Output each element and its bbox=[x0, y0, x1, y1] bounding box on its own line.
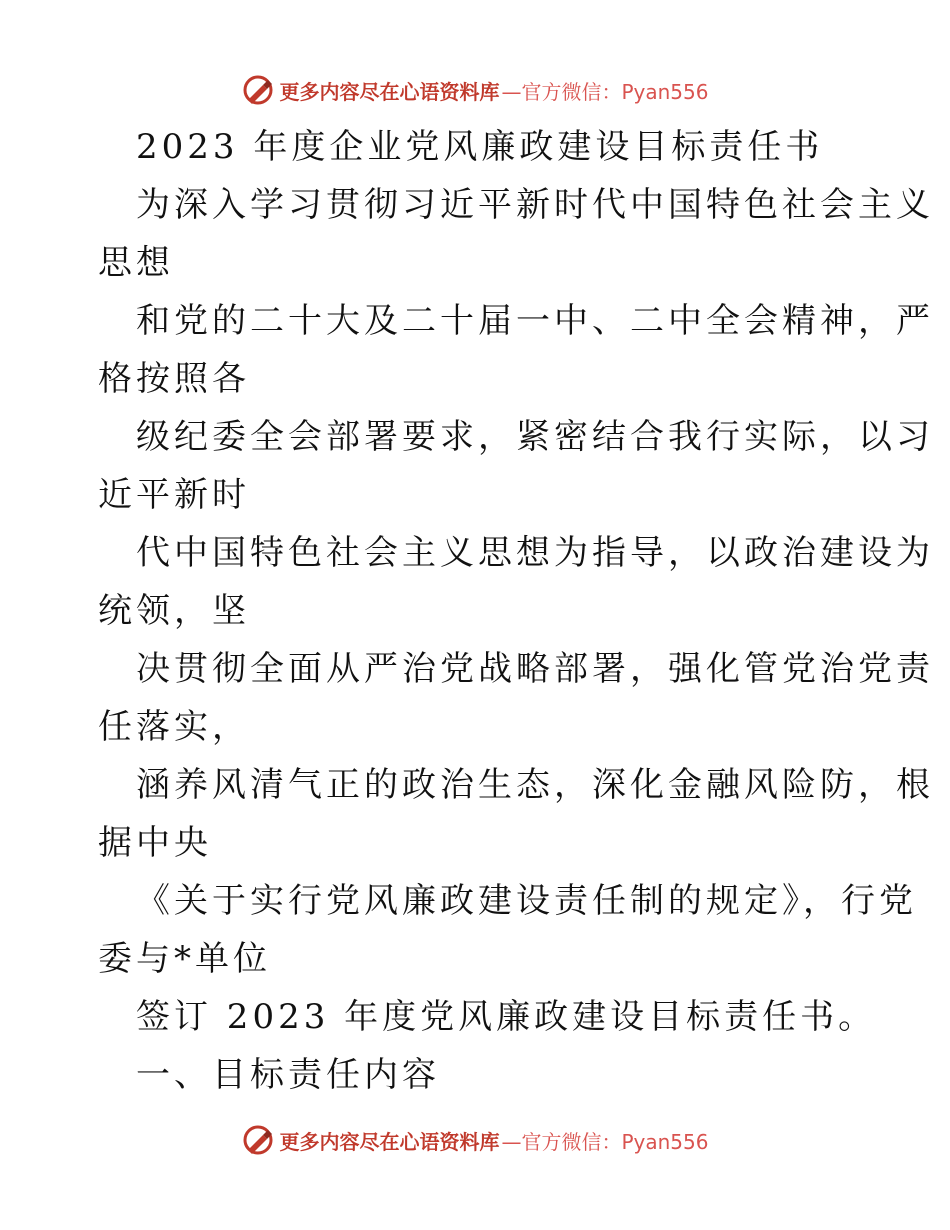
paragraph-line: 为深入学习贯彻习近平新时代中国特色社会主义 bbox=[136, 185, 934, 225]
paragraph-line: 任落实， bbox=[98, 707, 250, 747]
watermark-header bbox=[0, 72, 950, 108]
paragraph-line: 决贯彻全面从严治党战略部署，强化管党治党责 bbox=[136, 649, 934, 689]
paragraph-line: 级纪委全会部署要求，紧密结合我行实际，以习 bbox=[136, 417, 934, 457]
watermark-sub-text: —官方微信：Pyan556 bbox=[501, 1129, 709, 1154]
paragraph-line: 据中央 bbox=[98, 823, 212, 863]
paragraph-line: 统领，坚 bbox=[98, 591, 250, 631]
watermark-main-text: 更多内容尽在心语资料库 bbox=[279, 1129, 500, 1154]
document-body bbox=[98, 118, 934, 1104]
paragraph-line: 委与*单位 bbox=[98, 939, 271, 979]
paragraph-line: 涵养风清气正的政治生态，深化金融风险防，根 bbox=[136, 765, 934, 805]
watermark-footer bbox=[0, 1122, 950, 1158]
document-title: 2023 年度企业党风廉政建设目标责任书 bbox=[136, 127, 824, 167]
section-heading: 一、目标责任内容 bbox=[136, 1055, 440, 1095]
pen-logo-icon bbox=[241, 73, 275, 107]
paragraph-line: 代中国特色社会主义思想为指导，以政治建设为 bbox=[136, 533, 934, 573]
paragraph-line: 格按照各 bbox=[98, 359, 250, 399]
paragraph-line: 《关于实行党风廉政建设责任制的规定》，行党 bbox=[136, 881, 917, 921]
paragraph-line: 签订 2023 年度党风廉政建设目标责任书。 bbox=[136, 997, 877, 1037]
watermark-main-text: 更多内容尽在心语资料库 bbox=[279, 79, 500, 104]
watermark-sub-text: —官方微信：Pyan556 bbox=[501, 79, 709, 104]
paragraph-line: 和党的二十大及二十届一中、二中全会精神，严 bbox=[136, 301, 934, 341]
paragraph-line: 近平新时 bbox=[98, 475, 250, 515]
paragraph-line: 思想 bbox=[98, 243, 174, 283]
pen-logo-icon bbox=[241, 1123, 275, 1157]
